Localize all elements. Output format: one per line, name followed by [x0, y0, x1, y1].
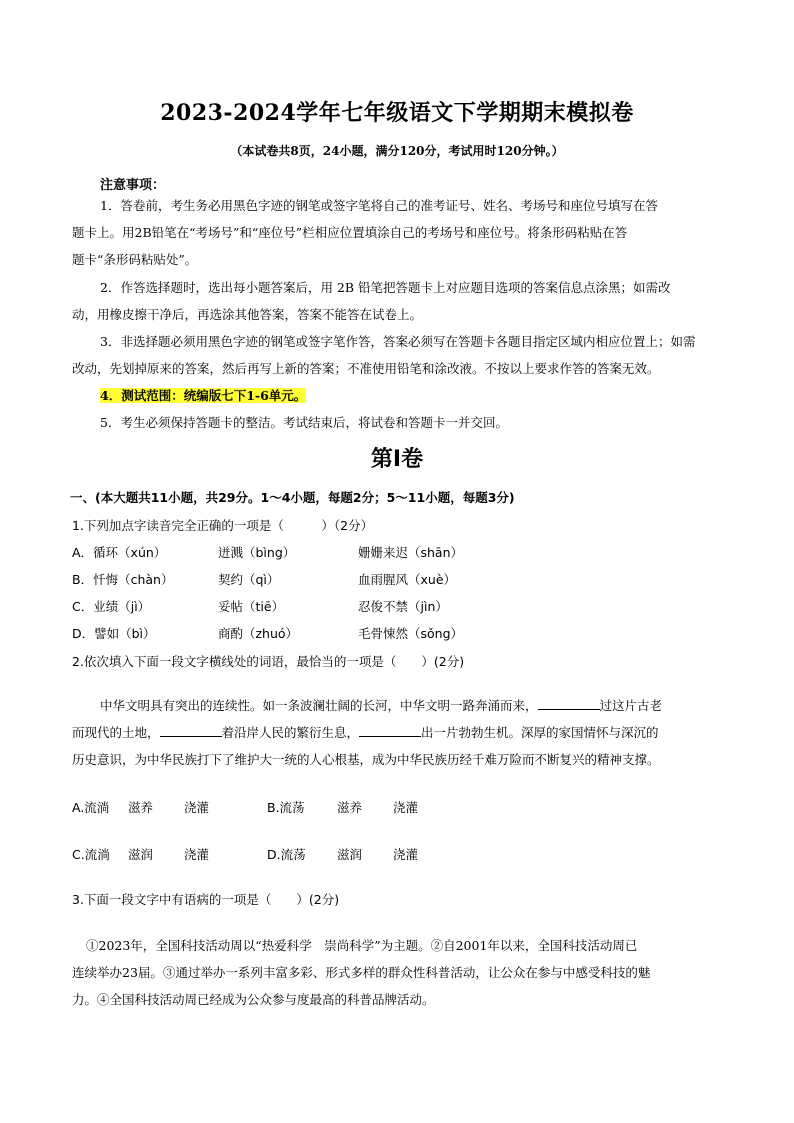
q1-b-3: 血雨腥风（xuè） [358, 572, 457, 587]
q2-passage-2b: 着沿岸人民的繁衍生息， [221, 725, 360, 740]
q2-c-1: C.流淌 [72, 847, 110, 862]
q2-passage-3a: 历史意识，为中华民族打下了维护大一统的人心根基，成为中华民族历经千难万险而不断复兴的精神支撑。 [72, 752, 660, 767]
notes-heading: 注意事项： [100, 178, 166, 193]
q2-c-3: 浇灌 [184, 847, 210, 862]
q2-b-3: 浇灌 [393, 800, 419, 815]
q1-c-3: 忍俊不禁（jìn） [358, 599, 448, 614]
note-5-text: 5．考生必须保持答题卡的整洁。考试结束后，将试卷和答题卡一并交回。 [100, 415, 508, 430]
note-1-line-1: 1．答卷前，考生务必用黑色字迹的钢笔或签字笔将自己的准考证号、姓名、考场号和座位号填写在答 [100, 198, 658, 213]
q2-passage-1b: 过这片古老 [599, 698, 663, 713]
q3-passage [72, 932, 650, 1013]
note-4-highlight: 4．测试范围：统编版七下1-6单元。 [100, 388, 307, 403]
q1-d-3: 毛骨悚然（sǒng） [358, 626, 464, 641]
note-3-line-1: 3．非选择题必须用黑色字迹的钢笔或签字笔作答，答案必须写在答题卡各题目指定区域内相应位置上；如需 [100, 334, 696, 349]
q2-passage-2c: 出一片勃勃生机。深厚的家国情怀与深沉的 [421, 725, 659, 740]
q2-passage-2a: 而现代的土地， [72, 725, 160, 740]
q2-passage [72, 692, 662, 773]
note-1 [72, 192, 732, 273]
q3-passage-line-3: 力。④全国科技活动周已经成为公众参与度最高的科普品牌活动。 [72, 992, 435, 1007]
q2-c-2: 滋润 [128, 847, 154, 862]
q2-stem: 2.依次填入下面一段文字横线处的词语，最恰当的一项是（ ）(2分) [72, 654, 465, 669]
note-3-line-2: 改动，先划掉原来的答案，然后再写上新的答案；不准使用铅笔和涂改液。不按以上要求作答的答案无效。 [72, 361, 660, 376]
q1-c-1: C．业绩（jì） [72, 599, 151, 614]
q2-d-2: 滋润 [337, 847, 363, 862]
q3-passage-line-1: ①2023年，全国科技活动周以“热爱科学 崇尚科学”为主题。②自2001年以来，全国科技活动周已 [86, 938, 638, 953]
part-1-heading: 一、(本大题共11小题，共29分。1～4小题，每题2分；5～11小题，每题3分) [70, 490, 515, 505]
blank-2 [160, 724, 222, 737]
q2-a-2: 滋养 [128, 800, 154, 815]
q1-a-1: A．循环（xún） [72, 545, 167, 560]
note-1-line-2: 题卡上。用2B铅笔在“考场号”和“座位号”栏相应位置填涂自己的考场号和座位号。将条形码粘贴在答 [72, 225, 628, 240]
note-2-line-2: 动，用橡皮擦干净后，再选涂其他答案，答案不能答在试卷上。 [72, 307, 423, 322]
note-5 [72, 409, 732, 436]
q2-a-3: 浇灌 [184, 800, 210, 815]
q1-d-1: D．譬如（bì） [72, 626, 156, 641]
q2-b-2: 滋养 [337, 800, 363, 815]
section-title: 第Ⅰ卷 [370, 447, 424, 472]
q1-b-1: B．忏悔（chàn） [72, 572, 174, 587]
note-1-line-3: 题卡“条形码粘贴处”。 [72, 252, 198, 267]
blank-3 [359, 724, 421, 737]
q2-b-1: B.流荡 [267, 800, 305, 815]
q1-d-2: 商酌（zhuó） [218, 626, 299, 641]
note-3 [72, 328, 732, 382]
q2-passage-1a: 中华文明具有突出的连续性。如一条波澜壮阔的长河，中华文明一路奔涌而来， [100, 698, 538, 713]
q3-stem: 3.下面一段文字中有语病的一项是（ ）(2分) [72, 892, 340, 907]
q1-b-2: 契约（qì） [218, 572, 280, 587]
q2-d-1: D.流荡 [267, 847, 306, 862]
note-4 [72, 382, 732, 409]
note-2-line-1: 2．作答选择题时，选出每小题答案后，用 2B 铅笔把答题卡上对应题目选项的答案信息点涂黑；如需改 [100, 280, 671, 295]
q1-a-2: 迸溅（bìng） [218, 545, 296, 560]
q2-d-3: 浇灌 [393, 847, 419, 862]
q1-stem: 1.下列加点字读音完全正确的一项是（ ）（2分） [72, 518, 374, 533]
q1-c-2: 妥帖（tiē） [218, 599, 285, 614]
exam-info: （本试卷共8页，24小题，满分120分，考试用时120分钟。） [230, 144, 564, 158]
blank-1 [538, 697, 600, 710]
page-title: 2023-2024学年七年级语文下学期期末模拟卷 [160, 100, 634, 126]
q1-a-3: 姗姗来迟（shān） [358, 545, 464, 560]
q3-passage-line-2: 连续举办23届。③通过举办一系列丰富多彩、形式多样的群众性科普活动，让公众在参与中感受科技的魅 [72, 965, 651, 980]
q2-a-1: A.流淌 [72, 800, 110, 815]
note-2 [72, 274, 732, 328]
